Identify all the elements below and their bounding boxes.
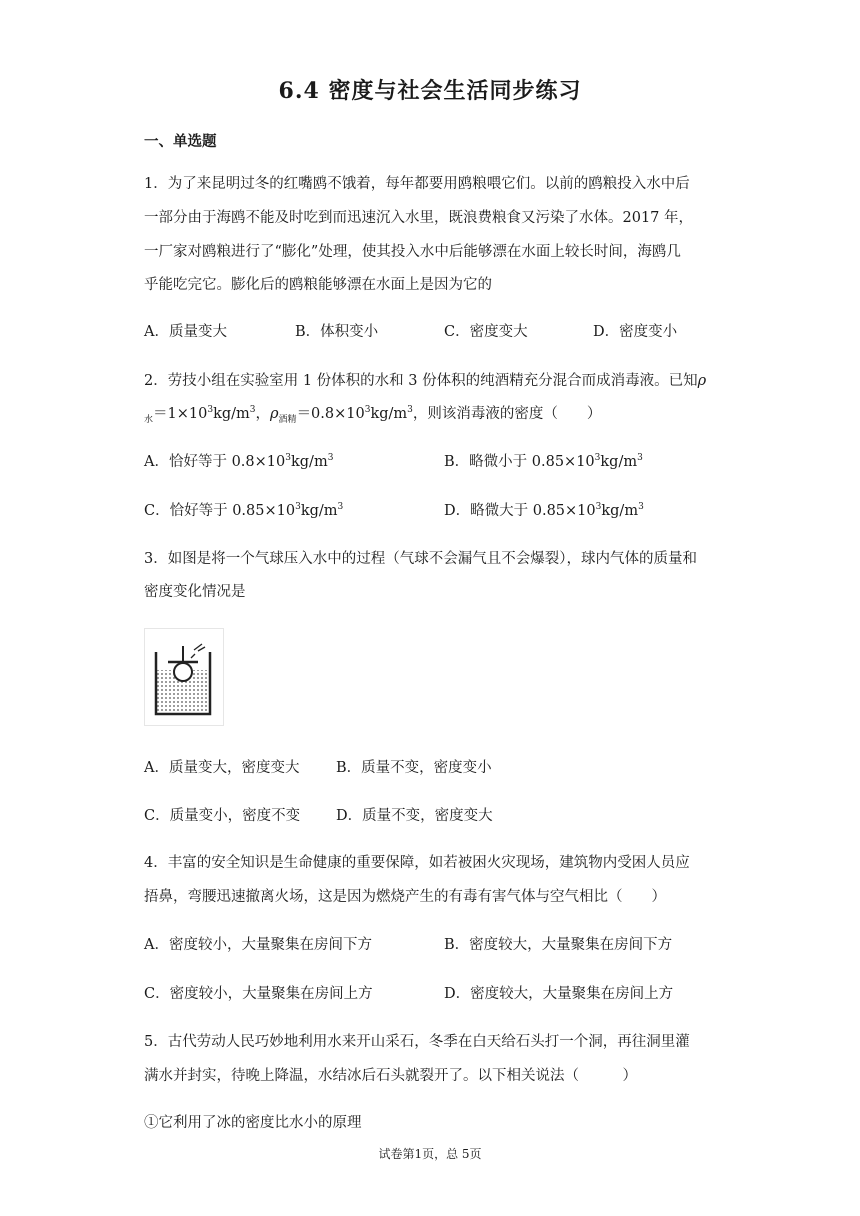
water-subscript: 水	[144, 414, 154, 425]
exp: 3	[327, 453, 334, 464]
q1-option-b: B．体积变小	[295, 324, 379, 340]
q2-option-a	[144, 452, 333, 472]
page-footer: 试卷第1页，总 5页	[378, 1147, 482, 1161]
alcohol-subscript: 酒精	[278, 414, 297, 425]
separator: ，	[255, 406, 271, 422]
q3-line-1: 3．如图是将一个气球压入水中的过程（气球不会漏气且不会爆裂），球内气体的质量和	[144, 551, 697, 567]
q4-option-d: D．密度较大，大量聚集在房间上方	[444, 986, 674, 1002]
exp: 3	[595, 502, 602, 513]
q3-option-b: B．质量不变，密度变小	[336, 760, 492, 776]
q2-option-d	[444, 501, 644, 521]
q2-option-c	[144, 501, 343, 521]
q2-line-2	[144, 404, 601, 424]
unit: kg/m	[600, 454, 638, 470]
q5-statement-1: ①它利用了冰的密度比水小的原理	[144, 1115, 362, 1131]
exp: 3	[249, 405, 256, 416]
q3-option-c: C．质量变小，密度不变	[144, 808, 301, 824]
rho-symbol: ρ	[270, 406, 279, 422]
q4-line-2: 捂鼻，弯腰迅速撤离火场，这是因为燃烧产生的有毒有害气体与空气相比（ ）	[144, 889, 666, 905]
unit: kg/m	[290, 454, 328, 470]
unit: kg/m	[370, 406, 408, 422]
water-density: ＝1×10	[153, 406, 208, 422]
exp: 3	[637, 453, 643, 464]
exp: 3	[638, 502, 644, 513]
q2-option-d-text: D．略微大于 0.85×10	[444, 503, 596, 519]
unit: kg/m	[300, 503, 338, 519]
q4-option-b: B．密度较大，大量聚集在房间下方	[444, 937, 673, 953]
balloon-figure	[144, 628, 224, 726]
q3-option-d: D．质量不变，密度变大	[336, 808, 493, 824]
q1-line-3: 一厂家对鸥粮进行了“膨化”处理，使其投入水中后能够漂在水面上较长时间，海鸥几	[144, 244, 681, 260]
balloon	[174, 663, 192, 681]
alcohol-density: ＝0.8×10	[296, 406, 365, 422]
q2-line-1-text: 2．劳技小组在实验室用 1 份体积的水和 3 份体积的纯酒精充分混合而成消毒液。已知	[144, 373, 698, 389]
q4-option-c: C．密度较小，大量聚集在房间上方	[144, 986, 373, 1002]
q4-line-1: 4．丰富的安全知识是生命健康的重要保障，如若被困火灾现场，建筑物内受困人员应	[144, 855, 690, 871]
q1-option-d: D．密度变小	[593, 324, 678, 340]
q4-option-a: A．密度较小，大量聚集在房间下方	[144, 937, 372, 953]
exp: 3	[337, 502, 344, 513]
q2-option-a-text: A．恰好等于 0.8×10	[144, 454, 286, 470]
q1-line-2: 一部分由于海鸥不能及时吃到而迅速沉入水里，既浪费粮食又污染了水体。2017 年，	[144, 210, 694, 226]
exp: 3	[295, 502, 301, 513]
q3-line-2: 密度变化情况是	[144, 584, 246, 600]
exp: 3	[285, 453, 291, 464]
q5-line-2: 满水并封实，待晚上降温，水结冰后石头就裂开了。以下相关说法（ ）	[144, 1068, 637, 1084]
q5-line-1: 5．古代劳动人民巧妙地利用水来开山采石，冬季在白天给石头打一个洞，再往洞里灌	[144, 1034, 690, 1050]
q1-line-1: 1．为了来昆明过冬的红嘴鸥不饿着，每年都要用鸥粮喂它们。以前的鸥粮投入水中后	[144, 176, 690, 192]
q2-line-1	[144, 371, 706, 391]
q2-tail: ，则该消毒液的密度（ ）	[412, 406, 602, 422]
q2-option-b-text: B．略微小于 0.85×10	[444, 454, 595, 470]
q1-line-4: 乎能吃完它。膨化后的鸥粮能够漂在水面上是因为它的	[144, 277, 492, 293]
q1-option-c: C．密度变大	[444, 324, 528, 340]
q2-option-b	[444, 452, 643, 472]
exp: 3	[407, 405, 413, 416]
section-heading: 一、单选题	[144, 133, 217, 150]
rho-symbol: ρ	[697, 373, 707, 389]
exp: 3	[364, 405, 371, 416]
exp: 3	[594, 453, 601, 464]
unit: kg/m	[601, 503, 639, 519]
q1-option-a: A．质量变大	[144, 324, 227, 340]
exp: 3	[207, 405, 214, 416]
q3-option-a: A．质量变大，密度变大	[144, 760, 300, 776]
unit: kg/m	[213, 406, 250, 422]
q2-option-c-text: C．恰好等于 0.85×10	[144, 503, 296, 519]
page-title: 6.4 密度与社会生活同步练习	[278, 78, 582, 104]
